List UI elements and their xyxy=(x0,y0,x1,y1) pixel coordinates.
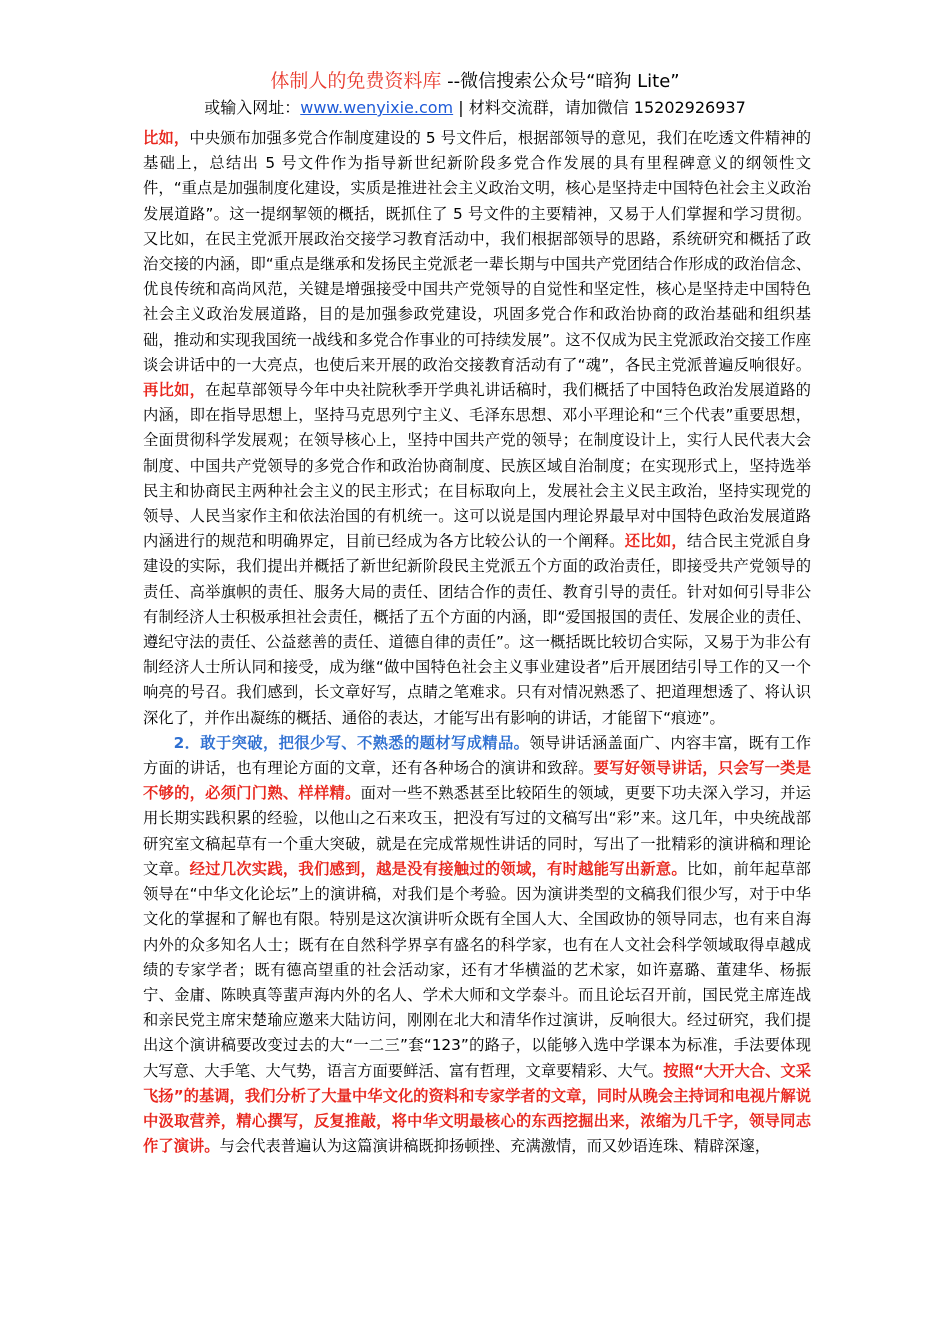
paragraph-text: 面对一些不熟悉甚至比较陌生的领域，更要下功夫深入学习，并运用长期实践积累的经验，以他山之石来攻玉，把没有写过的文稿写出“彩”来。这几年，中央统战部研究室文稿起草有一个重大突破，就是在完成常规性讲话的同时，写出了一批精彩的演讲稿和理论文章。 xyxy=(143,784,811,878)
header-contact-suffix: | 材料交流群，请加微信 15202926937 xyxy=(453,98,746,117)
header-title-line xyxy=(0,68,950,95)
header-contact-line xyxy=(0,96,950,120)
paragraph-text: 领导讲话涵盖面广、内容丰富，既有工作方面的讲话，也有理论方面的文章，还有各种场合的演讲和致辞。 xyxy=(143,733,811,778)
paragraph-text: 比如，前年起草部领导在“中华文化论坛”上的演讲稿，对我们是个考验。因为演讲类型的文稿我们很少写，对于中华文化的掌握和了解也有限。特别是这次演讲听众既有全国人大、全国政协的领导同志，也有来自海内外的众多知名人士；既有在自然科学界享有盛名的科学家，也有在人文社会科学领域取得卓越成绩的专家学者；既有德高望重的社会活动家，还有才华横溢的艺术家，如许嘉璐、董建华、杨振宁、金庸、陈映真等蜚声海内外的名人、学术大师和文学泰斗。而且论坛召开前，国民党主席连战和亲民党主席宋楚瑜应邀来大陆访问，刚刚在北大和清华作过演讲，反响很大。经过研究，我们提出这个演讲稿要改变过去的大“一二三”套“123”的路子，以能够入选中学课本为标准，手法要体现大写意、大手笔、大气势，语言方面要鲜活、富有哲理，文章要精彩、大气。 xyxy=(143,859,811,1080)
header-url-prefix: 或输入网址： xyxy=(204,98,301,117)
paragraph-text: 结合民主党派自身建设的实际，我们提出并概括了新世纪新阶段民主党派五个方面的政治责任，即接受共产党领导的责任、高举旗帜的责任、服务大局的责任、团结合作的责任、教育引导的责任。针对如何引导非公有制经济人士积极承担社会责任，概括了五个方面的内涵，即“爱国报国的责任、发展企业的责任、遵纪守法的责任、公益慈善的责任、道德自律的责任”。这一概括既比较切合实际，又易于为非公有制经济人士所认同和接受，成为继“做中国特色社会主义事业建设者”后开展团结引导工作的又一个响亮的号召。我们感到，长文章好写，点睛之笔难求。只有对情况熟悉了、把道理想透了、将认识深化了，并作出凝练的概括、通俗的表达，才能写出有影响的讲话，才能留下“痕迹”。 xyxy=(143,532,811,727)
example-lead-1: 比如， xyxy=(143,129,190,147)
section-heading: 2．敢于突破，把很少写、不熟悉的题材写成精品。 xyxy=(173,733,530,752)
header-title-rest: --微信搜索公众号“暗狗 Lite” xyxy=(441,71,680,92)
highlight-text: 经过几次实践，我们感到，越是没有接触过的领域，有时越能写出新意。 xyxy=(189,859,687,878)
highlight-text: 按照“大开大合、文采飞扬”的基调，我们分析了大量中华文化的资料和专家学者的文章，同时从晚会主持词和电视片解说中汲取营养，精心撰写，反复推敲，将中华文明最核心的东西挖掘出来，浓缩为几千字，领导同志作了演讲。 xyxy=(143,1061,811,1156)
paragraph-text: 中央颁布加强多党合作制度建设的 5 号文件后，根据部领导的意见，我们在吃透文件精神的基础上，总结出 5 号文件作为指导新世纪新阶段多党合作发展的具有里程碑意义的纲领性文件，“重点是加强制度化建设，实质是推进社会主义政治文明，核心是坚持走中国特色社会主义政治发展道路”。这一提纲挈领的概括，既抓住了 5 号文件的主要精神，又易于人们掌握和学习贯彻。又比如，在民主党派开展政治交接学习教育活动中，我们根据部领导的思路，系统研究和概括了政治交接的内涵，即“重点是继承和发扬民主党派老一辈长期与中国共产党团结合作形成的政治信念、优良传统和高尚风范，关键是增强接受中国共产党领导的自觉性和坚定性，核心是坚持走中国特色社会主义政治发展道路，目的是加强参政党建设，巩固多党合作和政治协商的政治基础和组织基础，推动和实现我国统一战线和多党合作事业的可持续发展”。这不仅成为民主党派政治交接工作座谈会讲话中的一大亮点，也使后来开展的政治交接教育活动有了“魂”，各民主党派普遍反响很好。 xyxy=(143,129,811,374)
paragraph-section-2 xyxy=(143,731,811,1159)
page-header xyxy=(0,68,950,120)
website-link[interactable]: www.wenyixie.com xyxy=(300,98,454,117)
highlight-text: 要写好领导讲话，只会写一类是不够的，必须门门熟、样样精。 xyxy=(143,759,811,803)
paragraph-text: 与会代表普遍认为这篇演讲稿既抑扬顿挫、充满激情，而又妙语连珠、精辟深邃， xyxy=(219,1137,771,1156)
example-lead-3: 还比如， xyxy=(624,532,687,551)
header-title-red: 体制人的免费资料库 xyxy=(270,70,442,92)
article-body xyxy=(143,126,811,1159)
paragraph-examples xyxy=(143,126,811,731)
paragraph-text: 在起草部领导今年中央社院秋季开学典礼讲话稿时，我们概括了中国特色政治发展道路的内涵，即在指导思想上，坚持马克思列宁主义、毛泽东思想、邓小平理论和“三个代表”重要思想，全面贯彻科学发展观；在领导核心上，坚持中国共产党的领导；在制度设计上，实行人民代表大会制度、中国共产党领导的多党合作和政治协商制度、民族区域自治制度；在实现形式上，坚持选举民主和协商民主两种社会主义的民主形式；在目标取向上，发展社会主义民主政治，坚持实现党的领导、人民当家作主和依法治国的有机统一。这可以说是国内理论界最早对中国特色政治发展道路内涵进行的规范和明确界定，目前已经成为各方比较公认的一个阐释。 xyxy=(143,381,811,551)
example-lead-2: 再比如， xyxy=(143,381,206,400)
